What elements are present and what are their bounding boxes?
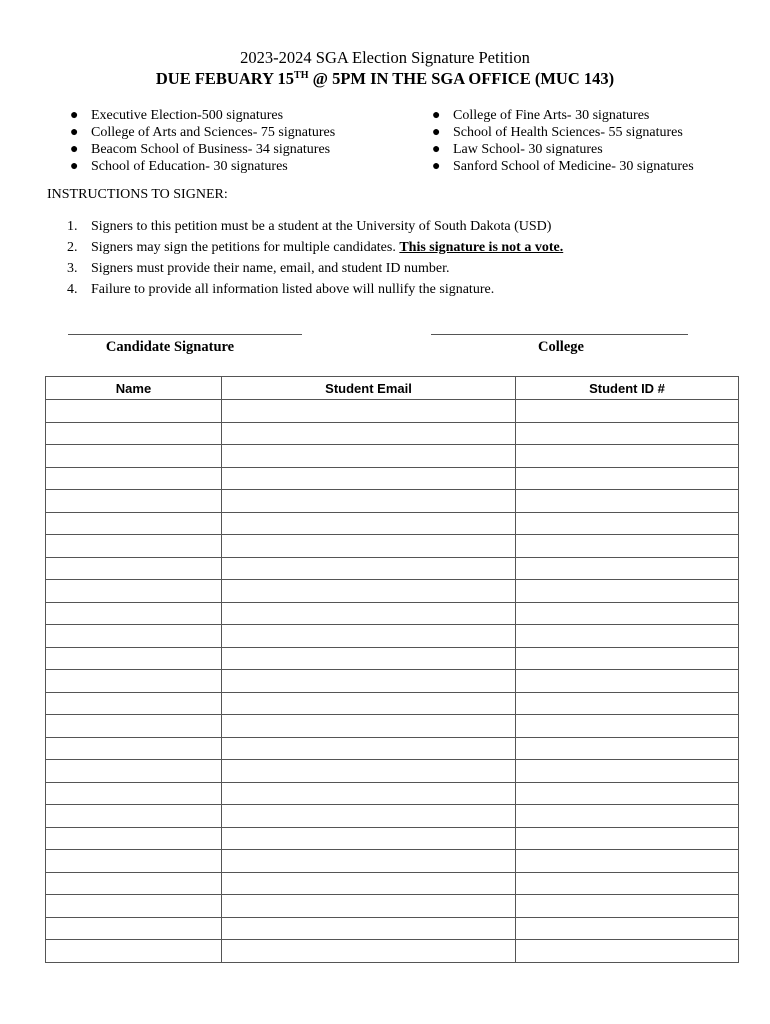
column-header-name: Name [46, 377, 222, 400]
email-cell[interactable] [222, 557, 516, 580]
email-cell[interactable] [222, 805, 516, 828]
student-id-cell[interactable] [516, 940, 739, 963]
table-row [46, 715, 739, 738]
email-cell[interactable] [222, 467, 516, 490]
college-line[interactable] [431, 334, 688, 335]
student-id-cell[interactable] [516, 760, 739, 783]
student-id-cell[interactable] [516, 647, 739, 670]
student-id-cell[interactable] [516, 602, 739, 625]
email-cell[interactable] [222, 670, 516, 693]
name-cell[interactable] [46, 760, 222, 783]
name-cell[interactable] [46, 602, 222, 625]
table-row [46, 422, 739, 445]
student-id-cell[interactable] [516, 872, 739, 895]
name-cell[interactable] [46, 512, 222, 535]
student-id-cell[interactable] [516, 580, 739, 603]
student-id-cell[interactable] [516, 557, 739, 580]
table-row [46, 602, 739, 625]
student-id-cell[interactable] [516, 737, 739, 760]
instructions-heading: INSTRUCTIONS TO SIGNER: [47, 187, 228, 202]
name-cell[interactable] [46, 737, 222, 760]
student-id-cell[interactable] [516, 400, 739, 423]
table-row [46, 760, 739, 783]
email-cell[interactable] [222, 715, 516, 738]
instruction-item: 4. Failure to provide all information listed above will nullify the signature. [67, 282, 495, 297]
requirement-item: ● College of Arts and Sciences- 75 signatures [70, 125, 336, 140]
student-id-cell[interactable] [516, 692, 739, 715]
email-cell[interactable] [222, 737, 516, 760]
email-cell[interactable] [222, 917, 516, 940]
table-row [46, 940, 739, 963]
bullet-icon: ● [432, 108, 441, 123]
name-cell[interactable] [46, 647, 222, 670]
requirement-item: ● Beacom School of Business- 34 signatures [70, 142, 331, 157]
student-id-cell[interactable] [516, 670, 739, 693]
table-row [46, 805, 739, 828]
email-cell[interactable] [222, 490, 516, 513]
column-header-student-id: Student ID # [516, 377, 739, 400]
table-row [46, 400, 739, 423]
email-cell[interactable] [222, 625, 516, 648]
requirement-item: ● Law School- 30 signatures [432, 142, 603, 157]
table-row [46, 467, 739, 490]
table-row [46, 670, 739, 693]
student-id-cell[interactable] [516, 490, 739, 513]
table-row [46, 535, 739, 558]
email-cell[interactable] [222, 400, 516, 423]
due-suffix: @ 5PM IN THE SGA OFFICE (MUC 143) [308, 69, 615, 88]
column-header-email: Student Email [222, 377, 516, 400]
email-cell[interactable] [222, 940, 516, 963]
email-cell[interactable] [222, 535, 516, 558]
instruction-item: 2. Signers may sign the petitions for multiple candidates. This signature is not a vote. [67, 240, 564, 255]
requirements-right-list [432, 107, 694, 175]
name-cell[interactable] [46, 715, 222, 738]
requirement-item: ● College of Fine Arts- 30 signatures [432, 108, 650, 123]
candidate-signature-label: Candidate Signature [105, 339, 235, 355]
name-cell[interactable] [46, 467, 222, 490]
table-row [46, 827, 739, 850]
requirement-item: ● School of Education- 30 signatures [70, 159, 288, 174]
table-row [46, 647, 739, 670]
requirement-item: ● School of Health Sciences- 55 signatures [432, 125, 683, 140]
student-id-cell[interactable] [516, 850, 739, 873]
email-cell[interactable] [222, 850, 516, 873]
name-cell[interactable] [46, 490, 222, 513]
email-cell[interactable] [222, 602, 516, 625]
name-cell[interactable] [46, 940, 222, 963]
name-cell[interactable] [46, 400, 222, 423]
name-cell[interactable] [46, 827, 222, 850]
signature-table [45, 376, 739, 963]
name-cell[interactable] [46, 445, 222, 468]
instruction-item: 3. Signers must provide their name, email, and student ID number. [67, 261, 450, 276]
table-row [46, 580, 739, 603]
not-a-vote-emphasis: This signature is not a vote. [399, 240, 564, 255]
table-row [46, 625, 739, 648]
email-cell[interactable] [222, 647, 516, 670]
table-row [46, 737, 739, 760]
email-cell[interactable] [222, 782, 516, 805]
student-id-cell[interactable] [516, 805, 739, 828]
bullet-icon: ● [432, 142, 441, 157]
name-cell[interactable] [46, 422, 222, 445]
email-cell[interactable] [222, 580, 516, 603]
name-cell[interactable] [46, 805, 222, 828]
page-title: 2023-2024 SGA Election Signature Petition [240, 48, 530, 67]
student-id-cell[interactable] [516, 535, 739, 558]
table-header-row [46, 377, 739, 400]
table-row [46, 692, 739, 715]
student-id-cell[interactable] [516, 782, 739, 805]
student-id-cell[interactable] [516, 512, 739, 535]
student-id-cell[interactable] [516, 467, 739, 490]
table-body [46, 400, 739, 963]
bullet-icon: ● [70, 142, 79, 157]
table-row [46, 850, 739, 873]
table-row [46, 917, 739, 940]
student-id-cell[interactable] [516, 827, 739, 850]
name-cell[interactable] [46, 670, 222, 693]
email-cell[interactable] [222, 827, 516, 850]
name-cell[interactable] [46, 850, 222, 873]
email-cell[interactable] [222, 692, 516, 715]
name-cell[interactable] [46, 625, 222, 648]
table-row [46, 782, 739, 805]
student-id-cell[interactable] [516, 715, 739, 738]
table-row [46, 490, 739, 513]
bullet-icon: ● [432, 125, 441, 140]
bullet-icon: ● [70, 108, 79, 123]
name-cell[interactable] [46, 535, 222, 558]
candidate-signature-line[interactable] [68, 334, 302, 335]
name-cell[interactable] [46, 580, 222, 603]
student-id-cell[interactable] [516, 895, 739, 918]
requirement-item: ● Sanford School of Medicine- 30 signatures [432, 159, 694, 174]
email-cell[interactable] [222, 895, 516, 918]
due-prefix: DUE FEBUARY 15 [155, 69, 295, 88]
due-date-heading [0, 68, 770, 90]
instructions-list [67, 216, 563, 300]
requirement-item: ● Executive Election-500 signatures [70, 108, 284, 123]
name-cell[interactable] [46, 782, 222, 805]
name-cell[interactable] [46, 872, 222, 895]
table-row [46, 557, 739, 580]
due-superscript: TH [294, 70, 309, 81]
email-cell[interactable] [222, 422, 516, 445]
table-row [46, 445, 739, 468]
bullet-icon: ● [432, 159, 441, 174]
college-label: College [538, 339, 584, 355]
email-cell[interactable] [222, 872, 516, 895]
email-cell[interactable] [222, 445, 516, 468]
student-id-cell[interactable] [516, 445, 739, 468]
email-cell[interactable] [222, 760, 516, 783]
bullet-icon: ● [70, 125, 79, 140]
name-cell[interactable] [46, 917, 222, 940]
student-id-cell[interactable] [516, 917, 739, 940]
instruction-item: 1. Signers to this petition must be a student at the University of South Dakota (USD) [67, 219, 552, 234]
requirements-left-list [70, 107, 335, 175]
table-row [46, 512, 739, 535]
name-cell[interactable] [46, 557, 222, 580]
name-cell[interactable] [46, 895, 222, 918]
email-cell[interactable] [222, 512, 516, 535]
bullet-icon: ● [70, 159, 79, 174]
student-id-cell[interactable] [516, 422, 739, 445]
student-id-cell[interactable] [516, 625, 739, 648]
table-row [46, 895, 739, 918]
table-row [46, 872, 739, 895]
name-cell[interactable] [46, 692, 222, 715]
